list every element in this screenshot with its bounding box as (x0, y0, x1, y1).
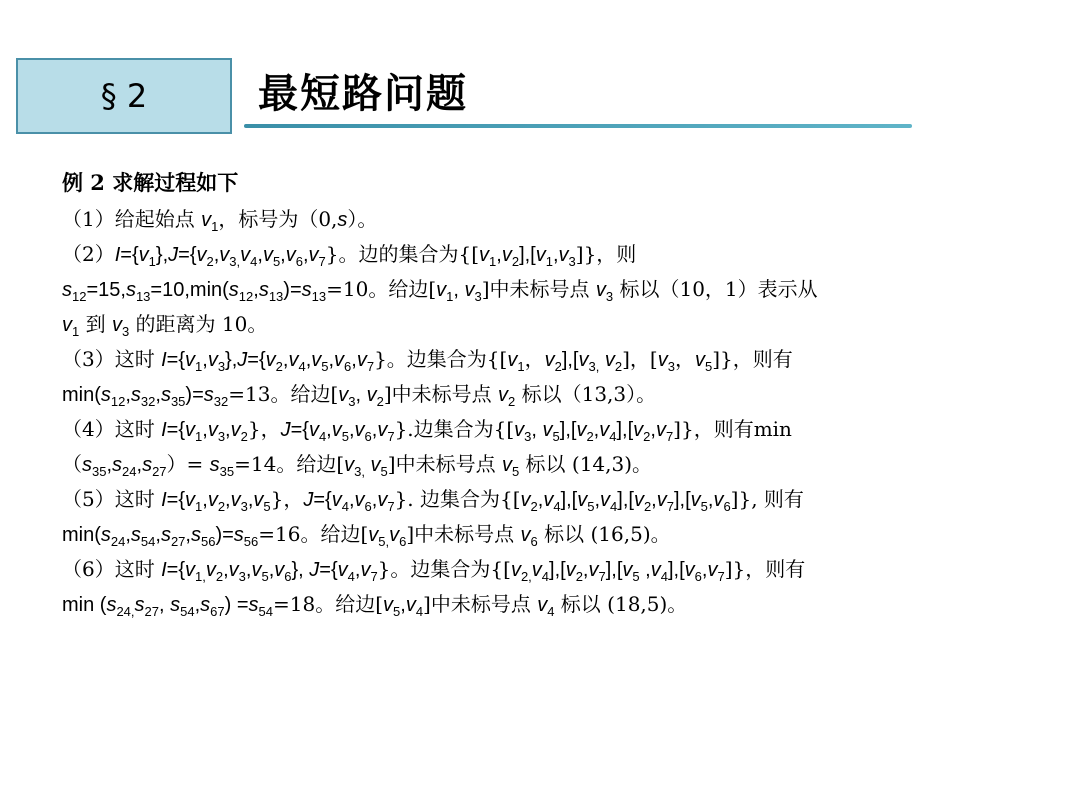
math-variable: s (337, 209, 348, 231)
math-variable: v (650, 559, 661, 581)
math-subscript: 2, (520, 569, 532, 584)
math-subscript: 7 (717, 569, 725, 584)
math-variable: s (62, 279, 72, 301)
math-subscript: 2 (511, 254, 520, 269)
math-subscript: 35 (219, 464, 235, 479)
math-subscript: 3 (474, 289, 482, 304)
math-subscript: 24 (122, 464, 137, 479)
math-variable: v (228, 559, 239, 581)
page-title: 最短路问题 (258, 70, 468, 117)
math-subscript: 3, (588, 359, 600, 374)
solution-line: $\min(s_{24},s_{54},s_{27},s_{56})=s_{56}=16$。给边$[v_{5,}v_6]$中未标号点 $v_6$ 标以 (16,5)。 (62, 522, 671, 549)
math-variable: v (595, 279, 606, 301)
math-variable: v (366, 384, 377, 406)
math-subscript: 4 (547, 604, 555, 619)
math-subscript: 7 (665, 429, 674, 444)
math-subscript: 3 (217, 359, 226, 374)
math-variable: v (684, 559, 695, 581)
math-subscript: 2 (215, 569, 224, 584)
math-subscript: 67 (210, 604, 225, 619)
math-variable: v (633, 489, 644, 511)
math-variable: J (303, 489, 314, 511)
math-subscript: 12 (110, 394, 126, 409)
title-underline (244, 124, 912, 128)
math-variable: v (201, 209, 212, 231)
math-subscript: 2 (530, 499, 538, 514)
math-subscript: 6 (530, 534, 538, 549)
math-variable: v (531, 559, 542, 581)
math-subscript: 4 (318, 429, 327, 444)
math-subscript: 4 (660, 569, 668, 584)
math-subscript: 1 (489, 254, 497, 269)
math-variable: v (185, 349, 196, 371)
math-subscript: 5 (272, 254, 281, 269)
math-variable: v (514, 419, 525, 441)
math-subscript: 1, (195, 569, 206, 584)
math-subscript: 54 (180, 604, 195, 619)
math-variable: v (196, 244, 207, 266)
math-variable: v (436, 279, 447, 301)
math-subscript: 7 (387, 499, 395, 514)
solution-line: （5）这时 $I=\{v_1,v_2,v_3,v_5\}$，$J=\{v_4,v_6,v_7\}$. 边集合为$\{[v_2,v_4],[v_5,v_4],[v_2,v_7],[v_5,v_6]\}$, 则有 (62, 487, 804, 514)
math-variable: v (565, 559, 576, 581)
math-subscript: 5 (263, 499, 271, 514)
solution-line: （6）这时 $I=\{v_{1,}v_2,v_3,v_5,v_6\}$, $J=\{v_4,v_7\}$。边集合为{$[v_{2,}v_4],[v_2,v_7],[v_5$ $,v_4],[v_6,v_7]$}，则有 (62, 557, 806, 584)
math-variable: v (368, 524, 379, 546)
math-subscript: 32 (213, 394, 229, 409)
math-subscript: 5 (632, 569, 640, 584)
math-subscript: 3 (238, 569, 246, 584)
math-variable: v (542, 419, 553, 441)
solution-line: $s_{12}=15,s_{13}=10,\min(s_{12},s_{13})=s_{13}=10$。给边[$v_1$, $v_3$]中未标号点 $v_3$ 标以（10，1）表示从 (62, 277, 818, 304)
math-subscript: 3 (524, 429, 532, 444)
math-subscript: 24, (116, 604, 135, 619)
math-variable: v (656, 489, 667, 511)
math-variable: v (707, 559, 718, 581)
section-number-box (16, 58, 232, 134)
math-variable: v (633, 419, 644, 441)
math-variable: v (498, 384, 509, 406)
math-variable: s (203, 384, 214, 406)
math-variable: v (389, 524, 400, 546)
math-variable: v (354, 419, 365, 441)
math-variable: s (130, 384, 141, 406)
math-subscript: 1 (72, 324, 80, 339)
math-variable: v (501, 454, 512, 476)
math-subscript: 3 (217, 429, 226, 444)
math-variable: s (160, 384, 171, 406)
math-variable: v (383, 594, 394, 616)
math-variable: s (142, 454, 153, 476)
math-subscript: 13 (268, 289, 284, 304)
math-subscript: 1 (517, 359, 525, 374)
math-variable: v (507, 349, 518, 371)
math-variable: I (161, 349, 167, 371)
math-subscript: 5 (393, 604, 401, 619)
math-subscript: 2 (643, 429, 651, 444)
math-variable: J (280, 419, 291, 441)
math-subscript: 7 (598, 569, 606, 584)
math-variable: v (600, 489, 611, 511)
math-variable: v (274, 559, 285, 581)
math-variable: s (112, 454, 123, 476)
math-variable: v (344, 454, 355, 476)
math-variable: v (599, 419, 610, 441)
math-subscript: 56 (200, 534, 216, 549)
solution-line: $\min (s_{24,}s_{27}$, $s_{54},s_{67}) =s_{54}=18$。给边$[v_5,v_4]$中未标号点 $v_4$ 标以 (18,5)。 (62, 592, 688, 619)
math-subscript: 5 (341, 429, 349, 444)
solution-line: （3）这时 $I=\{v_1,v_3\},J=\{v_2,v_4,v_5,v_6,v_7\}$。边集合为{[$v_1$，$v_2],[v_{3,}$ $v_2$]，[$v_3$，$v_5$]}，则有 (62, 347, 793, 374)
math-subscript: 4 (609, 429, 617, 444)
math-subscript: 1 (195, 359, 203, 374)
math-variable: v (311, 349, 322, 371)
math-variable: s (301, 279, 312, 301)
math-variable: v (510, 559, 521, 581)
math-variable: v (501, 244, 512, 266)
math-variable: v (713, 489, 724, 511)
math-variable: v (331, 489, 342, 511)
math-subscript: 2 (586, 429, 594, 444)
math-variable: v (377, 489, 388, 511)
math-subscript: 12 (72, 289, 87, 304)
math-subscript: 27 (152, 464, 167, 479)
math-variable: v (360, 559, 371, 581)
math-subscript: 24 (110, 534, 126, 549)
solution-line: $\min(s_{12},s_{32},s_{35})=s_{32}=13$。给边[$v_3$, $v_2$]中未标号点 $v_2$ 标以（13,3）。 (62, 382, 657, 409)
math-subscript: 32 (140, 394, 156, 409)
math-subscript: 27 (170, 534, 186, 549)
math-variable: v (251, 559, 262, 581)
math-variable: v (230, 419, 241, 441)
math-subscript: 5 (511, 464, 520, 479)
math-subscript: 4 (553, 499, 561, 514)
math-subscript: 2 (376, 394, 384, 409)
math-subscript: 5 (700, 499, 708, 514)
math-subscript: 6 (344, 359, 352, 374)
math-variable: v (219, 244, 230, 266)
math-subscript: 4 (541, 569, 550, 584)
math-variable: I (161, 419, 167, 441)
math-variable: s (258, 279, 269, 301)
math-subscript: 7 (366, 359, 375, 374)
math-variable: I (161, 489, 167, 511)
math-subscript: 4 (415, 604, 424, 619)
math-subscript: 3 (605, 289, 614, 304)
section-number: § 2 (100, 77, 148, 115)
math-variable: J (168, 244, 179, 266)
math-subscript: 2 (217, 499, 226, 514)
math-variable: v (205, 559, 216, 581)
math-variable: v (354, 489, 365, 511)
math-subscript: 1 (446, 289, 454, 304)
math-variable: v (138, 244, 149, 266)
math-subscript: 2 (643, 499, 652, 514)
math-variable: s (160, 524, 171, 546)
math-subscript: 6 (284, 569, 292, 584)
math-variable: v (337, 559, 348, 581)
math-subscript: 7 (666, 499, 674, 514)
math-variable: v (230, 489, 241, 511)
math-subscript: 6 (694, 569, 702, 584)
math-variable: s (82, 454, 92, 476)
math-variable: v (356, 349, 367, 371)
math-variable: v (622, 559, 633, 581)
math-variable: v (370, 454, 381, 476)
math-subscript: 4 (347, 569, 355, 584)
math-variable: I (114, 244, 121, 266)
math-variable: s (125, 279, 136, 301)
math-subscript: 5 (261, 569, 269, 584)
math-subscript: 2 (508, 394, 516, 409)
solution-line: $v_1$ 到 $v_3$ 的距离为 10。 (62, 312, 268, 339)
math-variable: v (262, 244, 273, 266)
math-variable: v (285, 244, 296, 266)
math-variable: v (253, 489, 264, 511)
math-variable: v (578, 349, 589, 371)
math-subscript: 1 (545, 254, 553, 269)
math-variable: s (190, 524, 201, 546)
math-variable: I (161, 559, 167, 581)
math-subscript: 2 (206, 254, 214, 269)
math-variable: v (338, 384, 349, 406)
math-subscript: 27 (144, 604, 159, 619)
math-subscript: 3 (348, 394, 356, 409)
math-variable: s (200, 594, 211, 616)
math-subscript: 35 (92, 464, 107, 479)
math-variable: v (185, 419, 196, 441)
math-subscript: 56 (243, 534, 259, 549)
math-subscript: 12 (238, 289, 254, 304)
math-subscript: 5 (587, 499, 595, 514)
math-variable: v (207, 419, 218, 441)
math-variable: v (240, 244, 251, 266)
math-variable: v (655, 419, 666, 441)
math-subscript: 4 (610, 499, 618, 514)
math-variable: v (207, 349, 218, 371)
math-subscript: 5 (552, 429, 560, 444)
math-variable: v (577, 489, 588, 511)
math-subscript: 2 (554, 359, 562, 374)
math-subscript: 2 (575, 569, 583, 584)
math-subscript: 5 (321, 359, 329, 374)
math-variable: s (100, 384, 111, 406)
math-variable: v (207, 489, 218, 511)
math-subscript: 1 (195, 499, 203, 514)
math-variable: v (543, 489, 554, 511)
solution-line: $(s_{35},s_{24},s_{27})= s_{35}=14$。给边[$v_{3,}$ $v_5$]中未标号点 $v_5$ 标以 (14,3)。 (62, 452, 653, 479)
math-variable: v (694, 349, 705, 371)
math-variable: v (558, 244, 569, 266)
math-subscript: 2 (240, 429, 248, 444)
math-subscript: 3 (240, 499, 248, 514)
math-variable: s (130, 524, 141, 546)
math-variable: v (576, 419, 587, 441)
math-variable: v (520, 524, 531, 546)
math-variable: s (134, 594, 145, 616)
math-variable: s (233, 524, 244, 546)
math-variable: v (520, 489, 531, 511)
solution-steps (62, 202, 1062, 622)
math-subscript: 6 (399, 534, 407, 549)
math-subscript: 3, (229, 254, 241, 269)
math-variable: v (288, 349, 299, 371)
math-variable: s (100, 524, 111, 546)
math-subscript: 6 (723, 499, 731, 514)
math-subscript: 54 (258, 604, 273, 619)
math-subscript: 3 (568, 254, 576, 269)
math-subscript: 6 (364, 429, 372, 444)
math-subscript: 7 (318, 254, 326, 269)
math-subscript: 54 (140, 534, 156, 549)
math-variable: v (377, 419, 388, 441)
content-body (62, 166, 1062, 622)
math-variable: v (535, 244, 546, 266)
math-variable: s (228, 279, 239, 301)
math-variable: v (405, 594, 416, 616)
math-variable: s (106, 594, 117, 616)
math-subscript: 1 (211, 219, 219, 234)
math-variable: s (248, 594, 259, 616)
math-variable: v (185, 489, 196, 511)
math-variable: v (690, 489, 701, 511)
math-variable: v (265, 349, 276, 371)
math-subscript: 3 (667, 359, 675, 374)
math-variable: v (308, 244, 319, 266)
math-variable: v (334, 349, 345, 371)
math-variable: v (464, 279, 475, 301)
math-subscript: 4 (298, 359, 306, 374)
math-variable: v (185, 559, 196, 581)
math-subscript: 2 (614, 359, 623, 374)
math-variable: J (237, 349, 248, 371)
math-variable: s (170, 594, 181, 616)
math-variable: s (209, 454, 220, 476)
math-subscript: 3 (121, 324, 130, 339)
example-heading: 例 2 求解过程如下 (62, 170, 239, 195)
math-subscript: 7 (387, 429, 395, 444)
math-variable: v (588, 559, 599, 581)
math-subscript: 35 (170, 394, 186, 409)
math-variable: v (479, 244, 490, 266)
math-variable: v (604, 349, 615, 371)
math-subscript: 2 (275, 359, 283, 374)
math-subscript: 4 (341, 499, 349, 514)
math-variable: v (111, 314, 122, 336)
math-subscript: 4 (250, 254, 258, 269)
solution-line: （4）这时 $I=\{v_1,v_3,v_2\}$，$J=\{v_4,v_5,v_6,v_7\}$.边集合为{[$v_3$, $v_5],[v_2,v_4],[v_2,v_7]$}，则有min (62, 417, 792, 444)
math-subscript: 5, (378, 534, 390, 549)
math-subscript: 13 (135, 289, 151, 304)
math-variable: v (537, 594, 548, 616)
math-subscript: 3, (354, 464, 365, 479)
math-subscript: 13 (311, 289, 327, 304)
math-variable: J (309, 559, 320, 581)
math-variable: v (62, 314, 72, 336)
solution-line: $(2)I=\{v_1\},J=\{v_2,v_{3,}v_4,v_5,v_6,v_7\}$。边的集合为$\{[v_1,v_2],[v_1,v_3]\}$，则 (62, 242, 637, 269)
math-subscript: 6 (295, 254, 303, 269)
math-subscript: 7 (370, 569, 378, 584)
math-subscript: 5 (380, 464, 388, 479)
math-subscript: 1 (195, 429, 203, 444)
math-variable: v (331, 419, 342, 441)
math-subscript: 6 (364, 499, 372, 514)
solution-line: （1）给起始点 $v_1$，标号为（0,s）。 (62, 207, 378, 234)
math-variable: v (657, 349, 668, 371)
math-variable: v (544, 349, 555, 371)
math-variable: v (308, 419, 319, 441)
math-subscript: 5 (704, 359, 713, 374)
math-subscript: 1 (148, 254, 156, 269)
